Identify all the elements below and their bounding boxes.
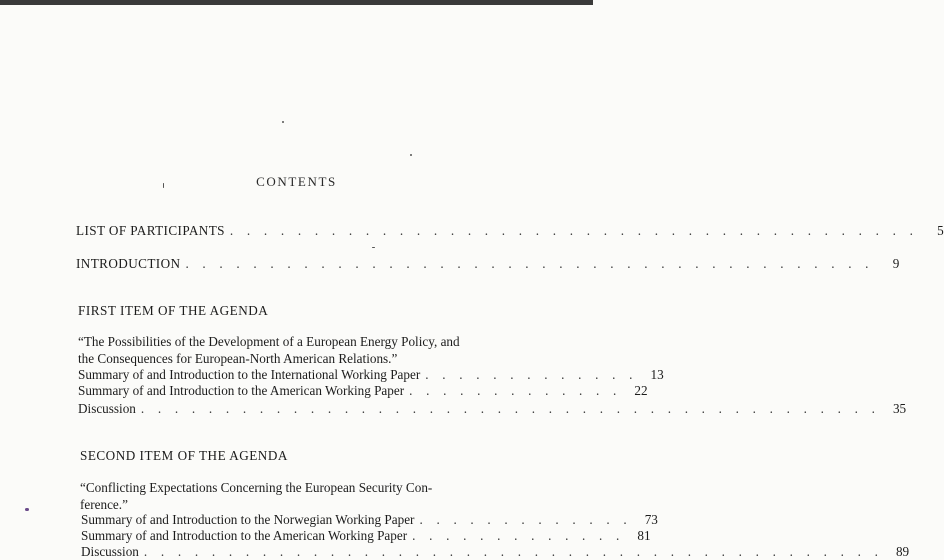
toc-entry-label: Summary of and Introduction to the American Working Paper: [81, 528, 408, 543]
toc-entry-page: 9: [892, 256, 900, 271]
section-heading-second-item: SECOND ITEM OF THE AGENDA: [80, 448, 288, 463]
ink-mark: [25, 508, 29, 511]
dot-leader: . . . . . . . . . . . . . . . . . . . . . . . . . . . . . . . . . . . . . . . . . . . .: [143, 544, 884, 559]
toc-entry-page: 73: [644, 512, 658, 527]
dot-leader: . . . . . . . . . . . . .: [409, 383, 622, 398]
toc-entry-page: 22: [634, 383, 648, 398]
toc-entry-page: 13: [650, 367, 664, 382]
agenda-title-line: “The Possibilities of the Development of a European Energy Policy, and: [78, 334, 460, 349]
toc-entry-label: INTRODUCTION: [76, 256, 181, 271]
toc-entry: [81, 544, 910, 560]
toc-entry-label: Discussion: [81, 544, 139, 559]
toc-entry-label: Summary of and Introduction to the International Working Paper: [78, 367, 421, 382]
dot-leader: . . . . . . . . . . . . . . . . . . . . . . . . . . . . . . . . . . . . . . . . .: [185, 256, 874, 271]
dot-leader: . . . . . . . . . . . . .: [419, 512, 632, 527]
toc-entry-page: 81: [637, 528, 651, 543]
page-top-edge: [0, 0, 593, 5]
toc-entry-page: 89: [895, 544, 910, 559]
toc-entry: [81, 512, 658, 528]
toc-entry: [78, 401, 907, 417]
paper-speck: [282, 121, 284, 123]
agenda-title-line: the Consequences for European-North American Relations.”: [78, 351, 398, 366]
page-title: CONTENTS: [256, 174, 337, 189]
toc-entry-label: Discussion: [78, 401, 136, 416]
toc-entry-page: 5: [937, 223, 944, 238]
toc-entry-label: Summary of and Introduction to the American Working Paper: [78, 383, 405, 398]
toc-entry-introduction: [76, 256, 900, 272]
toc-entry-list-of-participants: [76, 223, 944, 239]
agenda-title-line: ference.”: [80, 497, 128, 512]
dot-leader: . . . . . . . . . . . . .: [412, 528, 625, 543]
toc-entry-label: LIST OF PARTICIPANTS: [76, 223, 225, 238]
paper-speck: [372, 247, 375, 248]
dot-leader: . . . . . . . . . . . . . . . . . . . . . . . . . . . . . . . . . . . . . . . . . . . .: [140, 401, 881, 416]
agenda-title-line: “Conflicting Expectations Concerning the European Security Con-: [80, 480, 433, 495]
dot-leader: . . . . . . . . . . . . .: [425, 367, 638, 382]
toc-entry: [81, 528, 651, 544]
toc-entry: [78, 367, 664, 383]
paper-speck: [410, 154, 412, 156]
section-heading-first-item: FIRST ITEM OF THE AGENDA: [78, 303, 269, 318]
dot-leader: . . . . . . . . . . . . . . . . . . . . . . . . . . . . . . . . . . . . . . . . .: [229, 223, 919, 238]
toc-entry: [78, 383, 648, 399]
toc-entry-label: Summary of and Introduction to the Norwegian Working Paper: [81, 512, 415, 527]
toc-entry-page: 35: [892, 401, 907, 416]
